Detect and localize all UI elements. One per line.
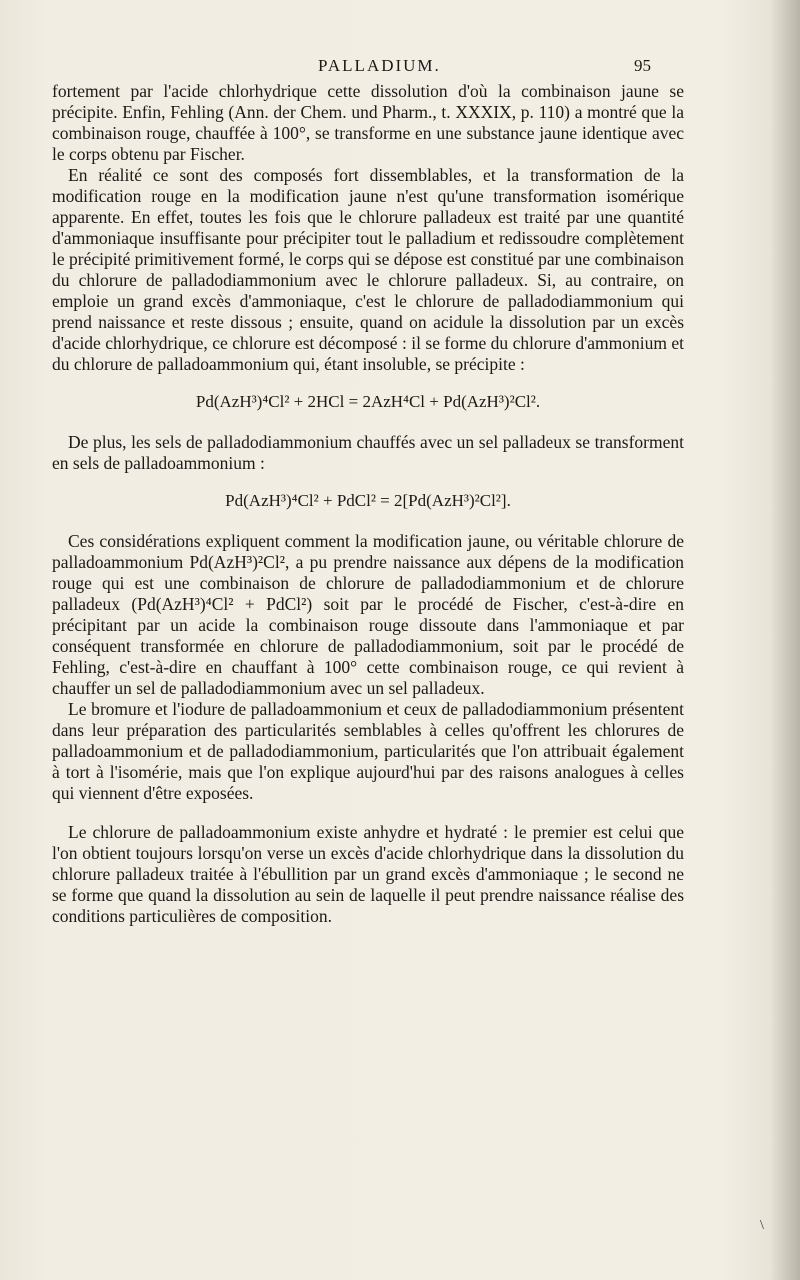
equation-2: Pd(AzH³)⁴Cl² + PdCl² = 2[Pd(AzH³)²Cl²]. (225, 491, 511, 510)
page-number: 95 (634, 56, 651, 75)
paragraph-4: Ces considérations expliquent comment la modification jaune, ou véritable chlorure de palladoammonium Pd(AzH³)²Cl², a pu prendre naissance aux dépens de la modification rouge qui est une combinaison de chlorure de palladodiammonium et de chlorure palladeux (Pd(AzH³)⁴Cl² + PdCl²) soit par le procédé de Fischer, c'est-à-dire en précipitant par un acide la combinaison rouge dissoute dans l'ammoniaque et par conséquent transformée en chlorure de palladodiammonium, soit par le procédé de Fehling, c'est-à-dire en chauffant à 100° cette combinaison rouge, ce qui revient à chauffer un sel de palladodiammonium avec un sel palladeux. (52, 531, 684, 698)
body-text (52, 81, 684, 927)
stray-mark: \ (760, 1218, 764, 1233)
page-edge-shadow (770, 0, 800, 1280)
equation-1: Pd(AzH³)⁴Cl² + 2HCl = 2AzH⁴Cl + Pd(AzH³)²Cl². (195, 392, 541, 411)
paragraph-1: fortement par l'acide chlorhydrique cette dissolution d'où la combinaison jaune se précipite. Enfin, Fehling (Ann. der Chem. und Pharm., t. XXXIX, p. 110) a montré que la combinaison rouge, chauffée à 100°, se transforme en une substance jaune identique avec le corps obtenu par Fischer. (52, 81, 684, 164)
running-title: PALLADIUM. (318, 56, 441, 75)
paragraph-5: Le bromure et l'iodure de palladoammonium et ceux de palladodiammonium présentent dans leur préparation des particularités semblables à celles qu'offrent les chlorures de palladoammonium et de palladodiammonium, particularités que l'on attribuait également à tort à l'isomérie, mais que l'on explique aujourd'hui par des raisons analogues à celles qui viennent d'être exposées. (52, 699, 684, 803)
running-header (0, 56, 800, 80)
paragraph-3: De plus, les sels de palladodiammonium chauffés avec un sel palladeux se transforment en sels de palladoammonium : (52, 432, 684, 473)
paragraph-2: En réalité ce sont des composés fort dissemblables, et la transformation de la modification rouge en la modification jaune n'est qu'une transformation isomérique apparente. En effet, toutes les fois que le chlorure palladeux est traité par une quantité d'ammoniaque insuffisante pour précipiter tout le palladium et redissoudre complètement le précipité primitivement formé, le corps qui se dépose est constitué par une combinaison du chlorure de palladodiammonium avec le chlorure palladeux. Si, au contraire, on emploie un grand excès d'ammoniaque, c'est le chlorure de palladodiammonium qui prend naissance et reste dissous ; ensuite, quand on acidule la dissolution par un excès d'acide chlorhydrique, ce chlorure est décomposé : il se forme du chlorure d'ammonium et du chlorure de palladoammonium qui, étant insoluble, se précipite : (52, 165, 684, 374)
paragraph-6: Le chlorure de palladoammonium existe anhydre et hydraté : le premier est celui que l'on obtient toujours lorsqu'on verse un excès d'acide chlorhydrique dans la dissolution du chlorure palladeux traitée à l'ébullition par un grand excès d'ammoniaque ; le second ne se forme que quand la dissolution au sein de laquelle il peut prendre naissance réalise des conditions particulières de composition. (52, 822, 684, 926)
